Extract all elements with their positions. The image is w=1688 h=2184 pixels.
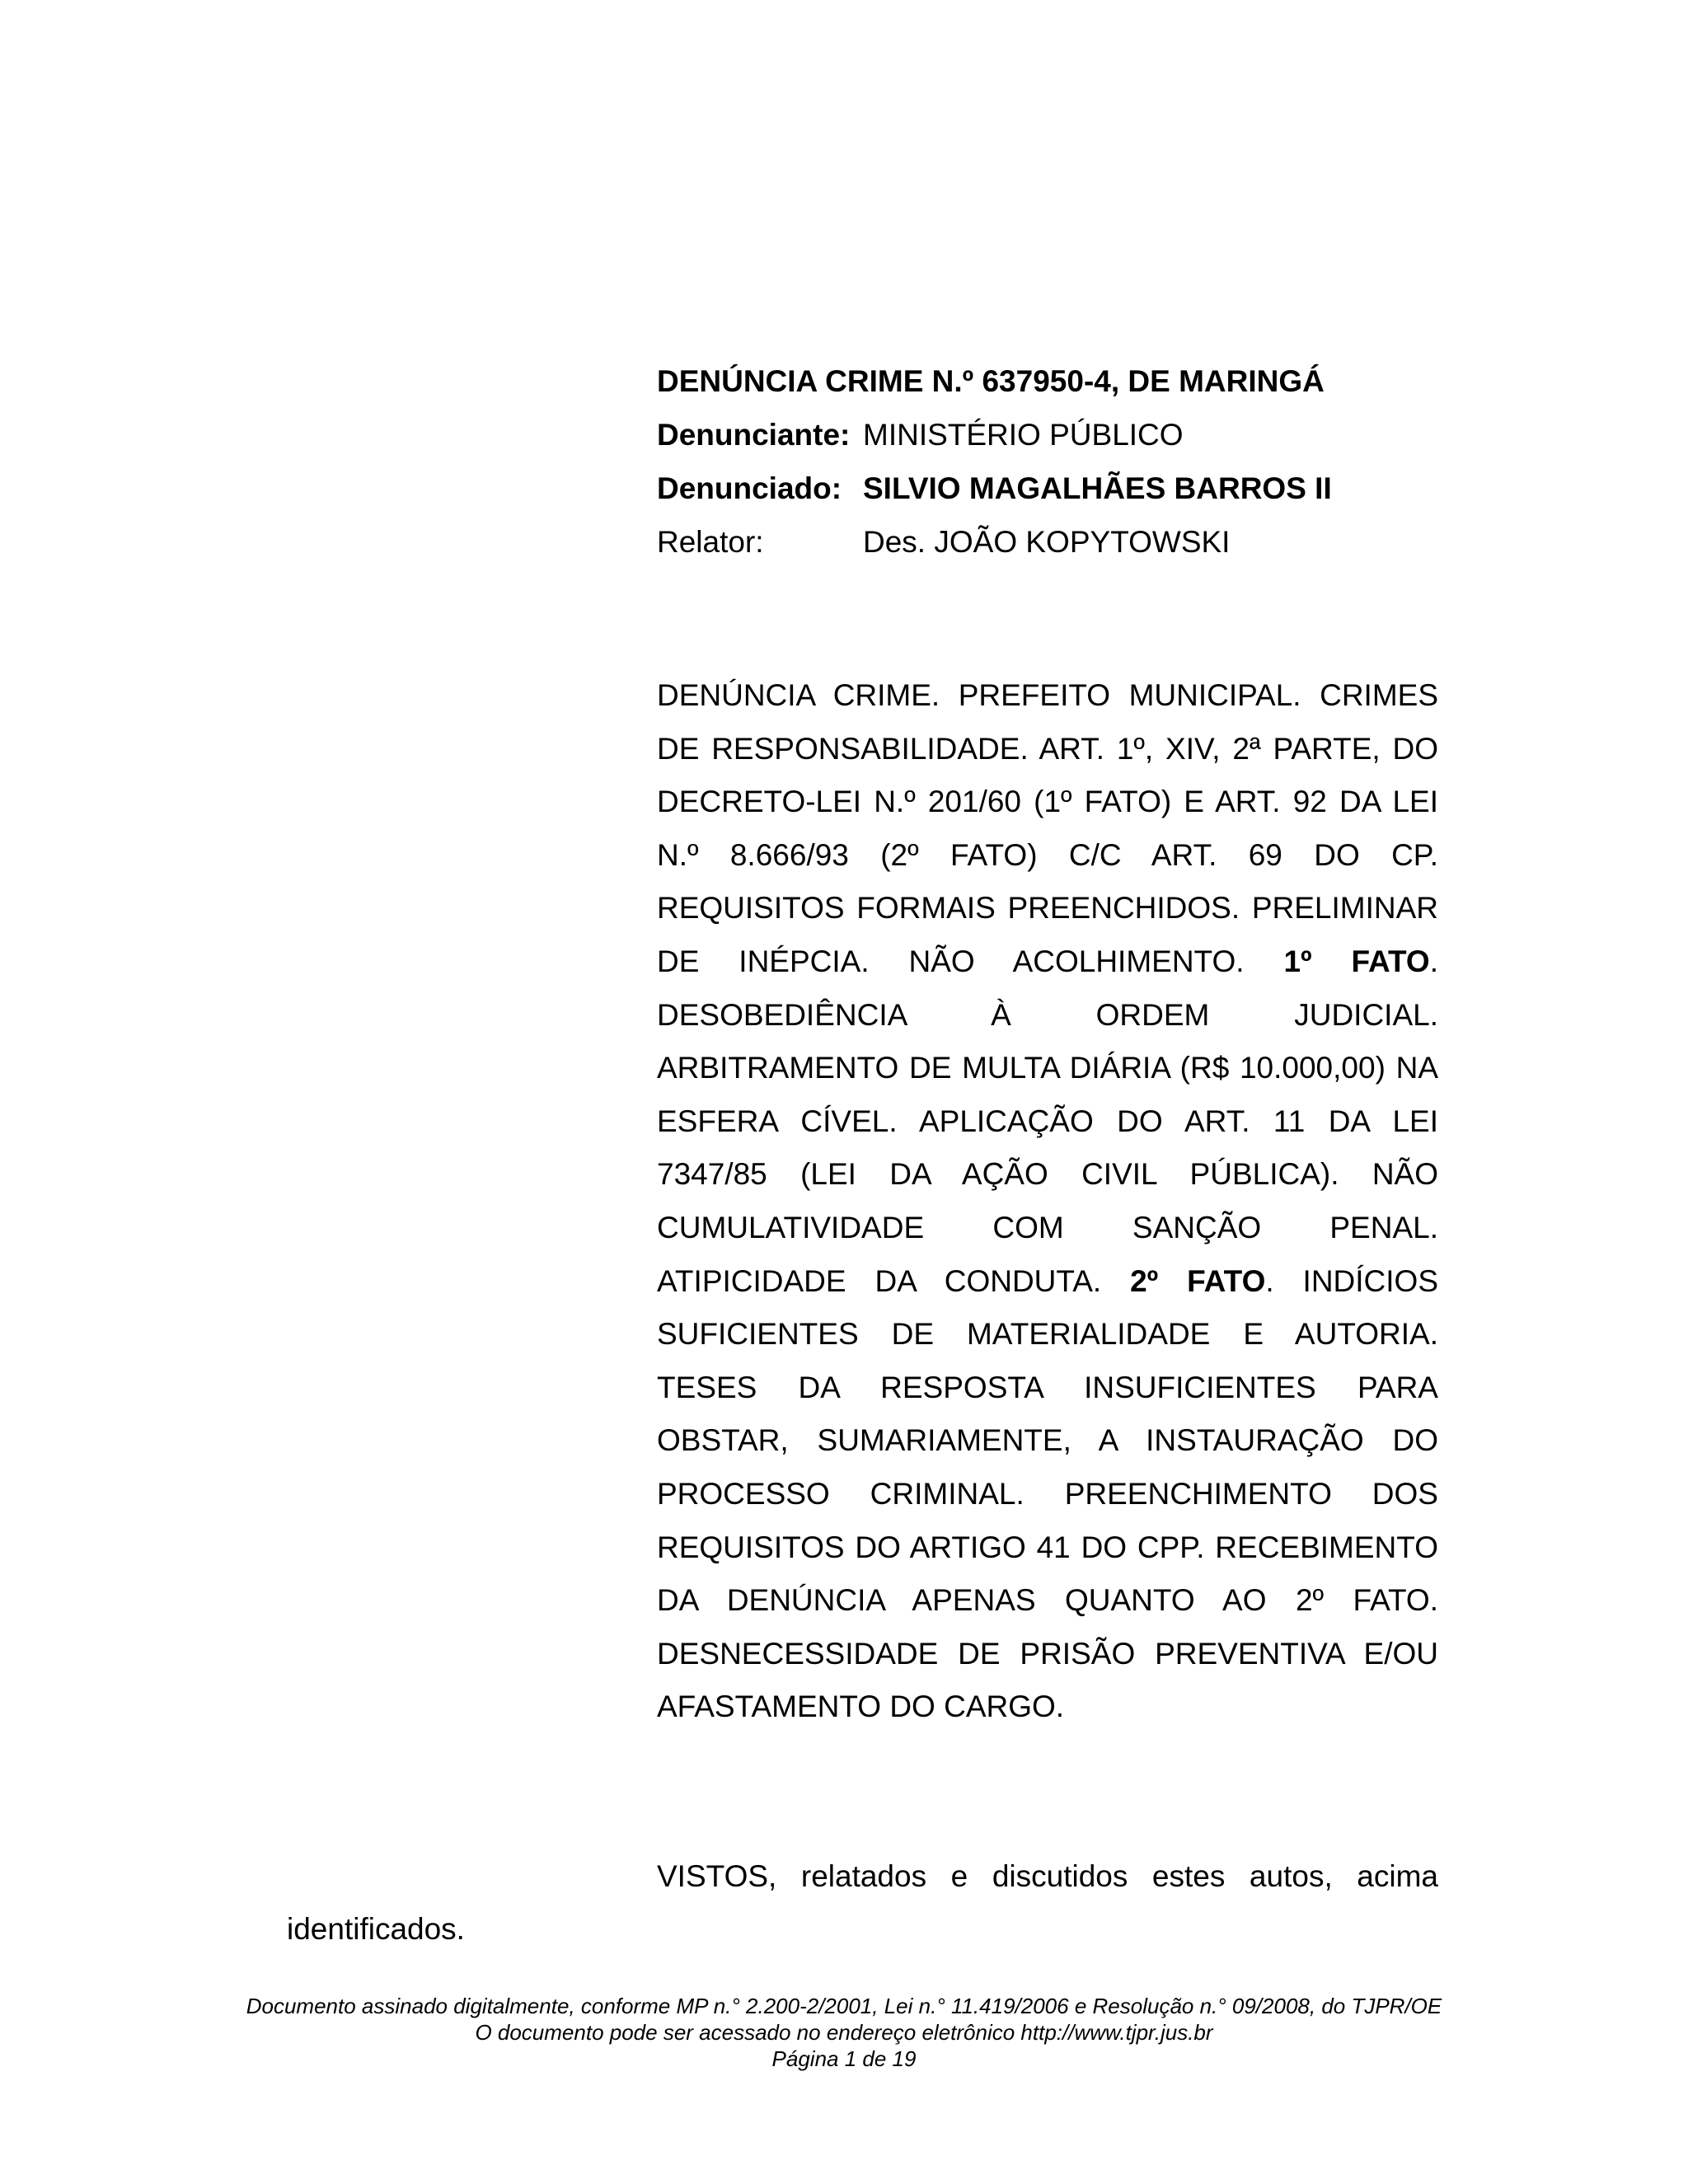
ementa-part-3: . INDÍCIOS SUFICIENTES DE MATERIALIDADE E AUTORIA. TESES DA RESPOSTA INSUFICIENTES PARA OBSTAR, SUMARIAMENTE, A INSTAURAÇÃO DO PROCESSO CRIMINAL. PREENCHIMENTO DOS REQUISITOS DO ARTIGO 41 DO CPP. RECEBIMENTO DA DENÚNCIA APENAS QUANTO AO 2º FATO. DESNECESSIDADE DE PRISÃO PREVENTIVA E/OU AFASTAMENTO DO CARGO. (657, 1263, 1438, 1724)
denunciado-row (657, 462, 1332, 515)
ementa-fato-1: 1º FATO (1283, 944, 1430, 978)
ementa-part-1: DENÚNCIA CRIME. PREFEITO MUNICIPAL. CRIMES DE RESPONSABILIDADE. ART. 1º, XIV, 2ª PARTE, DO DECRETO-LEI N.º 201/60 (1º FATO) E ART. 92 DA LEI N.º 8.666/93 (2º FATO) C/C ART. 69 DO CP. REQUISITOS FORMAIS PREENCHIDOS. PRELIMINAR DE INÉPCIA. NÃO ACOLHIMENTO. (657, 678, 1438, 978)
vistos-paragraph: VISTOS, relatados e discutidos estes autos, acima identificados. (287, 1859, 1438, 1946)
page-number: Página 1 de 19 (771, 2046, 917, 2071)
footer-access-note: O documento pode ser acessado no endereço eletrônico http://www.tjpr.jus.br (475, 2020, 1213, 2045)
relator-row (657, 515, 1332, 569)
denunciante-label: Denunciante: (657, 418, 851, 452)
denunciante-row (657, 408, 1332, 462)
page-footer (0, 1993, 1688, 2072)
denunciado-label: Denunciado: (657, 471, 842, 505)
case-title: DENÚNCIA CRIME N.º 637950-4, DE MARINGÁ (657, 364, 1325, 398)
ementa-fato-2: 2º FATO (1130, 1263, 1266, 1298)
case-header (657, 354, 1332, 569)
footer-signature-note: Documento assinado digitalmente, conforme MP n.° 2.200-2/2001, Lei n.° 11.419/2006 e Resolução n.° 09/2008, do TJPR/OE (246, 1994, 1442, 2018)
denunciante-value: MINISTÉRIO PÚBLICO (863, 418, 1184, 452)
ementa-part-2: . DESOBEDIÊNCIA À ORDEM JUDICIAL. ARBITRAMENTO DE MULTA DIÁRIA (R$ 10.000,00) NA ESFERA CÍVEL. APLICAÇÃO DO ART. 11 DA LEI 7347/85 (LEI DA AÇÃO CIVIL PÚBLICA). NÃO CUMULATIVIDADE COM SANÇÃO PENAL. ATIPICIDADE DA CONDUTA. (657, 944, 1438, 1298)
ementa (657, 669, 1438, 1734)
relator-value: Des. JOÃO KOPYTOWSKI (863, 525, 1231, 559)
denunciado-value: SILVIO MAGALHÃES BARROS II (863, 471, 1332, 505)
relator-label: Relator: (657, 525, 764, 559)
